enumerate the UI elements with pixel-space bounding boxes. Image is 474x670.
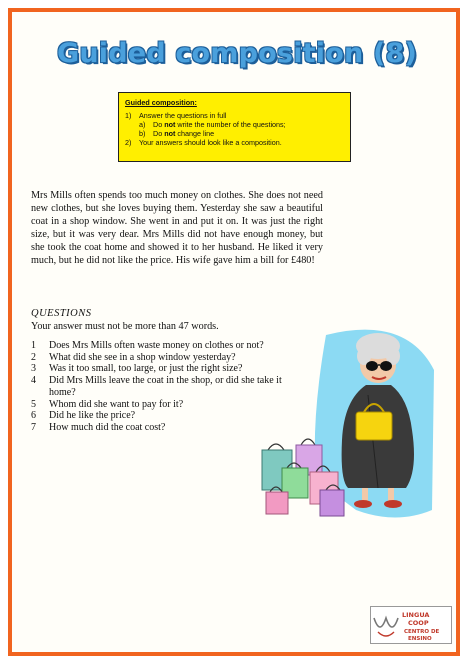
logo-text: LINGUA bbox=[402, 611, 430, 619]
question-item: 2 What did she see in a shop window yesterday? bbox=[31, 351, 236, 363]
question-item: 7 How much did the coat cost? bbox=[31, 421, 166, 433]
question-item: 6 Did he like the price? bbox=[31, 410, 136, 422]
question-item: 3 Was it too small, too large, or just the right size? bbox=[31, 363, 243, 375]
instructions-heading: Guided composition: bbox=[125, 98, 197, 107]
questions-heading: QUESTIONS bbox=[31, 308, 92, 319]
instruction-item: 1) Answer the questions in full bbox=[125, 111, 227, 120]
page-title: Guided composition (8) bbox=[56, 38, 418, 69]
logo-text: ENSINO bbox=[408, 636, 432, 642]
story-text: Mrs Mills often spends too much money on clothes. She does not need new clothes, but she loves buying them. Yesterday she saw a beautiful coat in a shop window. She went in and put it on. It was just the right size, but it was very dear. Mrs Mills did not have enough money, but she took the coat home and showed it to her husband. He liked it very much, but he did not like the price. His wife gave him a bill for £480! bbox=[31, 190, 323, 266]
logo-text: CENTRO DE bbox=[404, 629, 440, 635]
question-item: 5 Whom did she want to pay for it? bbox=[31, 398, 184, 410]
instruction-subitem: a) Do not write the number of the questions; bbox=[139, 120, 286, 129]
shopping-lady-illustration bbox=[256, 310, 436, 535]
question-item: 4 Did Mrs Mills leave the coat in the shop, or did she take it home? bbox=[31, 375, 282, 398]
lingua-coop-logo bbox=[370, 606, 452, 644]
instruction-item: 2) Your answers should look like a composition. bbox=[125, 138, 282, 147]
questions-subheading: Your answer must not be more than 47 words. bbox=[31, 321, 219, 332]
instructions-box bbox=[118, 92, 351, 162]
question-item: 1 Does Mrs Mills often waste money on clothes or not? bbox=[31, 340, 264, 351]
logo-text: COOP bbox=[408, 619, 429, 627]
instruction-subitem: b) Do not change line bbox=[139, 129, 215, 138]
